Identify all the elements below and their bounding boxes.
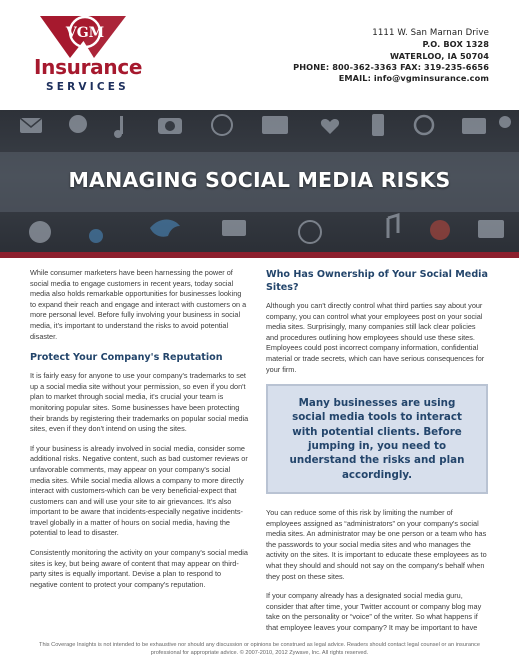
logo-brand-text: Insurance (34, 55, 143, 79)
music-note-icon (388, 215, 398, 238)
logo-tagline-text: SERVICES (46, 81, 129, 93)
intro-paragraph: While consumer marketers have been harnessing the power of social media to engage customers in recent years, today social media also holds remarkable opportunities for businesses looking to expand their reach and engage and interact with customers on a more personal level. Before fully involving your business in social media, it's important to understand the risks to avoid potential disaster. (30, 268, 247, 341)
user-icon (499, 116, 511, 128)
address-line-3: WATERLOO, IA 50704 (390, 50, 489, 61)
title-banner (0, 110, 519, 258)
at-sign-icon (415, 116, 433, 134)
disclaimer-line-2: professional for appropriate advice. © 2007-2010, 2012 Zywave, Inc. All rights reserved. (150, 650, 369, 656)
heart-icon (321, 119, 339, 134)
disclaimer-footer (30, 641, 489, 657)
phone-icon (372, 114, 384, 136)
pull-quote: Many businesses are using social media tools to interact with potential clients. Before jumping in, you need to understand the risks and plan accordingly. (266, 384, 488, 494)
globe-icon (299, 221, 321, 243)
page-header (0, 0, 519, 110)
section-heading-reputation: Protect Your Company's Reputation (30, 352, 223, 364)
right-column (266, 268, 488, 642)
reputation-paragraph-1: It is fairly easy for anyone to use your company's trademarks to set up a social media site without your permission, so even if you don't plan to market through social media, it's crucial your team is monitoring popular sites. Some businesses have been protecting their brands by registering their trademarks on popular social media sites, even if they don't intend on using the sites. (30, 371, 249, 434)
left-column (30, 268, 249, 599)
monitor-icon (262, 116, 288, 134)
vgm-insurance-logo (30, 12, 180, 96)
banner-stripe (0, 252, 519, 258)
reputation-paragraph-3: Consistently monitoring the activity on your company's social media sites is key, but being aware of content that may appear on third-party sites is equally important. Devise a plan to respond to negative content to protect your company's reputation. (30, 548, 248, 589)
envelope-icon (222, 220, 246, 236)
ownership-paragraph-1: Although you can't directly control what third parties say about your company, you can control what your employees post on your social media sites. Surprisingly, many companies still lack clear policies and procedures outlining how employees should use these sites. Employees could post incorrect company information, confidential material or trade secrets, which can have serious consequences for your firm. (266, 301, 485, 374)
contact-block (293, 28, 489, 84)
ownership-paragraph-3: If your company already has a designated social media guru, consider that after time, your Twitter account or company blog may take on the personality or “voice” of the writer. So what happens if that employee leaves your company? It may be important to have (266, 591, 482, 632)
envelope-icon (462, 118, 486, 134)
address-line-1: 1111 W. San Marnan Drive (372, 28, 489, 38)
address-line-2: P.O. BOX 1328 (422, 39, 489, 50)
bird-icon (150, 220, 180, 237)
disclaimer-line-1: This Coverage Insights is not intended to be exhaustive nor should any discussion or opinions be construed as legal advice. Readers should contact legal counsel or an insurance (39, 642, 480, 648)
chat-bubble-icon (89, 229, 103, 243)
chat-bubble-icon (29, 221, 51, 243)
phone-fax-line: PHONE: 800-362-3363 FAX: 319-235-6656 (293, 61, 489, 72)
logo-monogram: VGM (65, 25, 105, 41)
section-heading-ownership: Who Has Ownership of Your Social Media Sites? (266, 269, 488, 293)
at-sign-icon (430, 220, 450, 240)
reputation-paragraph-2: If your business is already involved in social media, consider some additional risks. Negative content, such as bad customer reviews or unfavorable comments, may appear on your company's social media sites. While social media allows a company to more directly interact with customers-which can be very beneficial-expect that customers can and will use your site to air grievances. It's also important to be aware that incidents-especially negative incidents-travel globally in a matter of hours on social media, having the potential to lead to disaster. (30, 443, 248, 538)
ownership-paragraph-2: You can reduce some of this risk by limiting the number of employees assigned as “administrators” on your company's social media sites. An administrator may be one person or a team who has the passwords to your social media sites and who manages the activity on the sites. It is important to educate these employees as to what they should and should not say on the company's behalf when they post on these sites. (266, 507, 487, 581)
chat-bubble-icon (69, 115, 87, 133)
monitor-icon (478, 220, 504, 238)
email-line[interactable]: EMAIL: info@vgminsurance.com (338, 73, 489, 84)
globe-icon (212, 115, 232, 135)
page-title: MANAGING SOCIAL MEDIA RISKS (68, 168, 451, 192)
